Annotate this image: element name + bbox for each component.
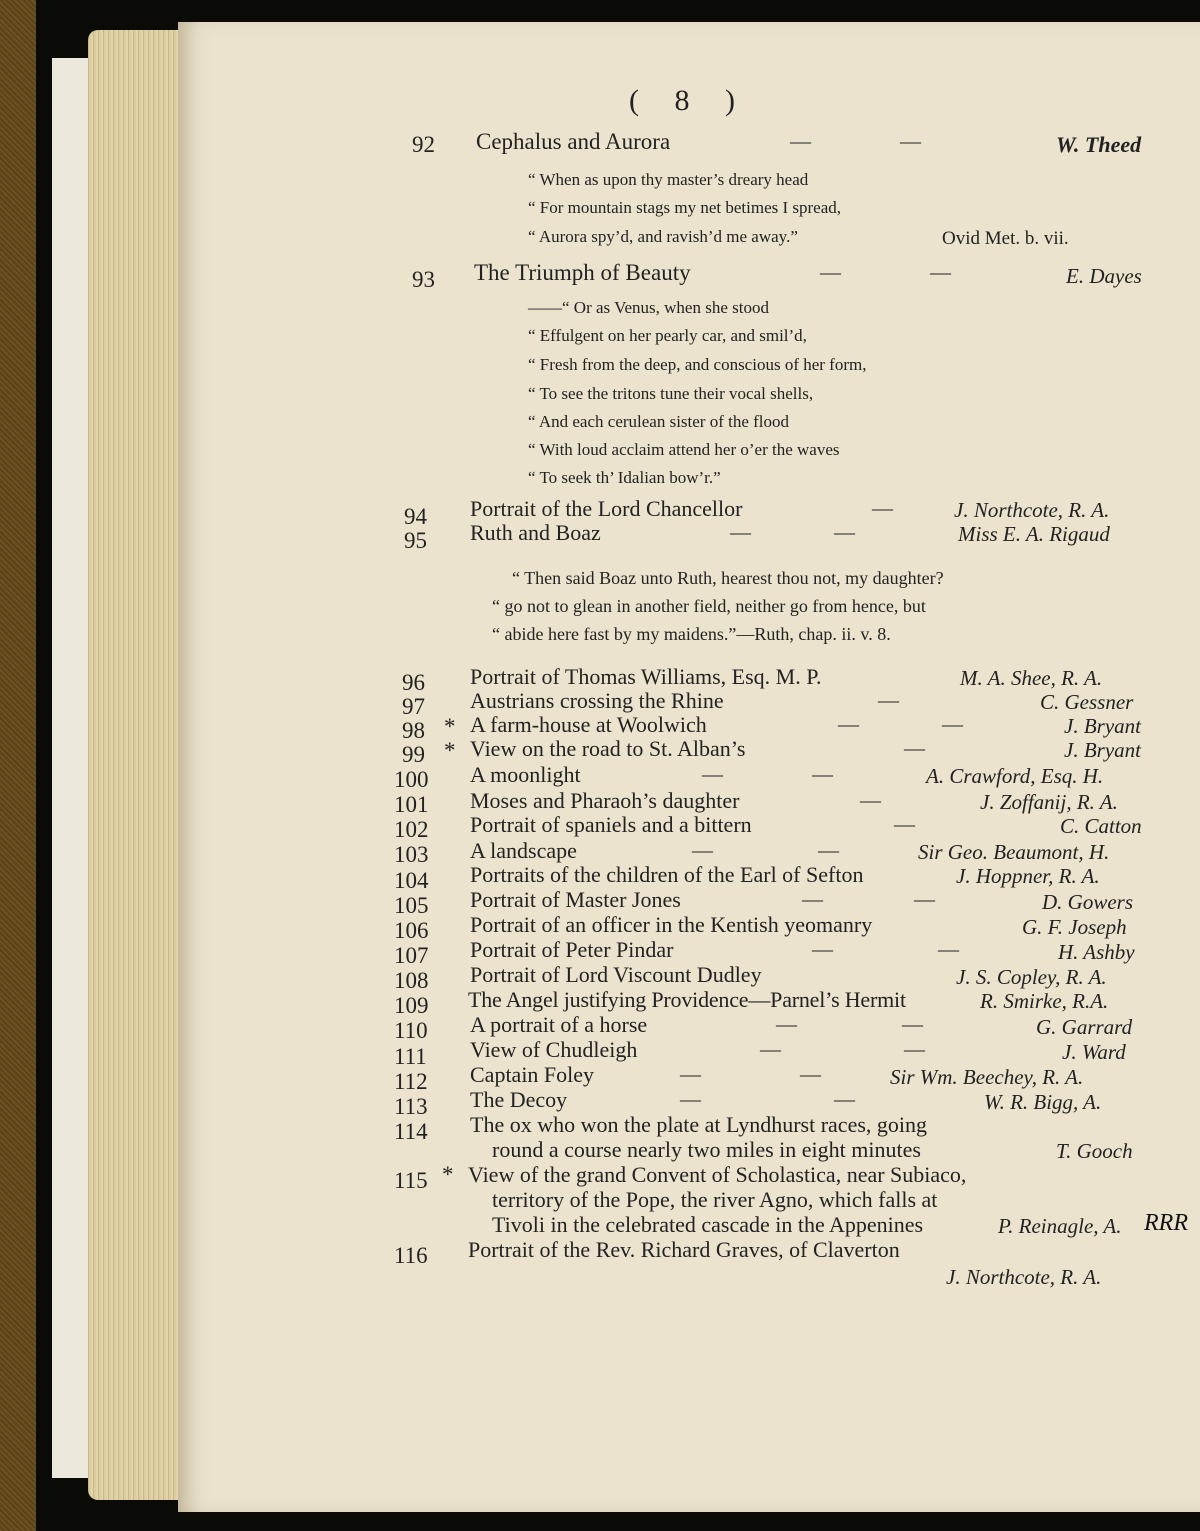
entry-number: 101 — [394, 792, 429, 817]
entry-title: Portrait of Thomas Williams, Esq. M. P. — [470, 664, 822, 689]
entry-title: Portrait of spaniels and a bittern — [470, 812, 752, 837]
entry-title: Portrait of Peter Pindar — [470, 937, 674, 962]
dash: — — [938, 937, 959, 961]
entry-title-line: round a course nearly two miles in eight minutes — [492, 1137, 921, 1162]
entry-number: 114 — [394, 1119, 428, 1144]
quote-line: “ abide here fast by my maidens.”—Ruth, chap. ii. v. 8. — [492, 624, 891, 644]
dash: — — [900, 129, 921, 153]
entry-artist: M. A. Shee, R. A. — [960, 666, 1103, 690]
quote-line: “ Aurora spy’d, and ravish’d me away.” — [528, 227, 798, 246]
entry-number: 93 — [412, 267, 435, 292]
entry-title: Portrait of an officer in the Kentish yeomanry — [470, 912, 873, 937]
entry-title: A moonlight — [470, 762, 581, 787]
quote-line: “ To seek th’ Idalian bow’r.” — [528, 468, 721, 487]
dash: — — [860, 788, 881, 812]
entry-number: 112 — [394, 1069, 428, 1094]
handwritten-annotation: RRR — [1144, 1210, 1188, 1236]
entry-artist: P. Reinagle, A. — [998, 1214, 1122, 1238]
dash: — — [904, 1037, 925, 1061]
entry-title: View of Chudleigh — [470, 1037, 638, 1062]
dash: — — [894, 812, 915, 836]
star-mark: * — [444, 738, 456, 763]
entry-title: Captain Foley — [470, 1062, 595, 1087]
entry-number: 107 — [394, 943, 429, 968]
entry-artist: J. Hoppner, R. A. — [956, 864, 1100, 888]
entry-artist: A. Crawford, Esq. H. — [926, 764, 1104, 788]
entry-number: 92 — [412, 132, 435, 157]
dash: — — [834, 1087, 855, 1111]
entry-title: View on the road to St. Alban’s — [470, 736, 746, 761]
dash: — — [760, 1037, 781, 1061]
entry-number: 116 — [394, 1243, 428, 1268]
dash: — — [872, 496, 893, 520]
entry-number: 115 — [394, 1168, 428, 1193]
entry-title: A farm-house at Woolwich — [470, 712, 707, 737]
entry-title: The Angel justifying Providence—Parnel’s Hermit — [468, 987, 906, 1012]
entry-title: Portraits of the children of the Earl of Sefton — [470, 862, 864, 887]
entry-title: Portrait of Master Jones — [470, 887, 681, 912]
entry-number: 95 — [404, 528, 427, 553]
entry-artist: J. Bryant — [1064, 738, 1141, 762]
entry-artist: W. R. Bigg, A. — [984, 1090, 1102, 1114]
entry-artist: J. Ward — [1062, 1040, 1126, 1064]
entry-number: 96 — [402, 670, 425, 695]
quote-line: ——“ Or as Venus, when she stood — [528, 298, 769, 317]
entry-number: 105 — [394, 893, 429, 918]
dash: — — [692, 838, 713, 862]
entry-artist: J. S. Copley, R. A. — [956, 965, 1107, 989]
entry-title: Portrait of Lord Viscount Dudley — [470, 962, 762, 987]
entry-artist: R. Smirke, R.A. — [980, 989, 1109, 1013]
dash: — — [838, 712, 859, 736]
dash: — — [680, 1062, 701, 1086]
entry-number: 109 — [394, 993, 429, 1018]
entry-number: 104 — [394, 868, 429, 893]
dash: — — [730, 520, 751, 544]
dash: — — [914, 887, 935, 911]
entry-artist: J. Northcote, R. A. — [946, 1265, 1102, 1289]
entry-artist: C. Gessner — [1040, 690, 1134, 714]
entry-title-line: View of the grand Convent of Scholastica, near Subiaco, — [468, 1162, 967, 1187]
page-number: ( 8 ) — [629, 84, 749, 117]
dash: — — [942, 712, 963, 736]
entry-artist: E. Dayes — [1066, 264, 1142, 288]
dash: — — [812, 762, 833, 786]
dash: — — [800, 1062, 821, 1086]
entry-title: Moses and Pharaoh’s daughter — [470, 788, 740, 813]
dash: — — [834, 520, 855, 544]
entry-artist: J. Northcote, R. A. — [954, 498, 1110, 522]
entry-number: 102 — [394, 817, 429, 842]
quote-reference: Ovid Met. b. vii. — [942, 228, 1069, 249]
entry-title: Cephalus and Aurora — [476, 129, 671, 154]
star-mark: * — [442, 1162, 454, 1187]
entry-artist: Sir Wm. Beechey, R. A. — [890, 1065, 1084, 1089]
dash: — — [904, 736, 925, 760]
quote-line: “ And each cerulean sister of the flood — [528, 412, 790, 431]
dash: — — [680, 1087, 701, 1111]
quote-line: “ Effulgent on her pearly car, and smil’d, — [528, 326, 807, 345]
entry-title: Ruth and Boaz — [470, 520, 601, 545]
entry-artist: J. Bryant — [1064, 714, 1141, 738]
quote-line: “ Fresh from the deep, and conscious of her form, — [528, 355, 867, 374]
dash: — — [878, 688, 899, 712]
entry-title: A landscape — [470, 838, 577, 863]
entry-artist: D. Gowers — [1042, 890, 1134, 914]
entry-number: 98 — [402, 718, 425, 743]
entry-title-line: The ox who won the plate at Lyndhurst races, going — [470, 1112, 928, 1137]
dash: — — [802, 887, 823, 911]
entry-title: Austrians crossing the Rhine — [470, 688, 724, 713]
entry-number: 106 — [394, 918, 429, 943]
entry-title: The Decoy — [470, 1087, 568, 1112]
entry-artist: G. F. Joseph — [1022, 915, 1127, 939]
quote-line: “ To see the tritons tune their vocal shells, — [528, 384, 814, 403]
entry-number: 113 — [394, 1094, 428, 1119]
dash: — — [930, 260, 951, 284]
dash: — — [820, 260, 841, 284]
entry-artist: W. Theed — [1056, 132, 1142, 157]
dash: — — [702, 762, 723, 786]
dash: — — [776, 1012, 797, 1036]
entry-artist: T. Gooch — [1056, 1139, 1133, 1163]
entry-title: Portrait of the Lord Chancellor — [470, 496, 743, 521]
entry-artist: C. Catton — [1060, 814, 1142, 838]
star-mark: * — [444, 714, 456, 739]
entry-artist: Sir Geo. Beaumont, H. — [918, 840, 1110, 864]
entry-number: 99 — [402, 742, 425, 767]
catalogue-page — [178, 22, 1200, 1512]
entry-artist: H. Ashby — [1058, 940, 1135, 964]
quote-line: “ With loud acclaim attend her o’er the waves — [528, 440, 840, 459]
dash: — — [812, 937, 833, 961]
entry-title: The Triumph of Beauty — [474, 260, 691, 285]
dash: — — [902, 1012, 923, 1036]
quote-line: “ For mountain stags my net betimes I spread, — [528, 198, 842, 217]
entry-artist: Miss E. A. Rigaud — [958, 522, 1110, 546]
quote-line: “ Then said Boaz unto Ruth, hearest thou not, my daughter? — [512, 568, 944, 588]
entry-title-line: territory of the Pope, the river Agno, which falls at — [492, 1187, 938, 1212]
entry-number: 103 — [394, 842, 429, 867]
entry-title-line: Tivoli in the celebrated cascade in the Appenines — [492, 1212, 924, 1237]
entry-title: Portrait of the Rev. Richard Graves, of Claverton — [468, 1237, 900, 1262]
entry-artist: G. Garrard — [1036, 1015, 1133, 1039]
entry-number: 108 — [394, 968, 429, 993]
entry-number: 94 — [404, 504, 427, 529]
entry-number: 97 — [402, 694, 425, 719]
entry-title: A portrait of a horse — [470, 1012, 648, 1037]
quote-line: “ When as upon thy master’s dreary head — [528, 170, 809, 189]
entry-artist: J. Zoffanij, R. A. — [980, 790, 1118, 814]
entry-number: 100 — [394, 767, 429, 792]
entry-number: 111 — [394, 1044, 427, 1069]
dash: — — [818, 838, 839, 862]
quote-line: “ go not to glean in another field, neither go from hence, but — [492, 596, 926, 616]
entry-number: 110 — [394, 1018, 428, 1043]
dash: — — [790, 129, 811, 153]
